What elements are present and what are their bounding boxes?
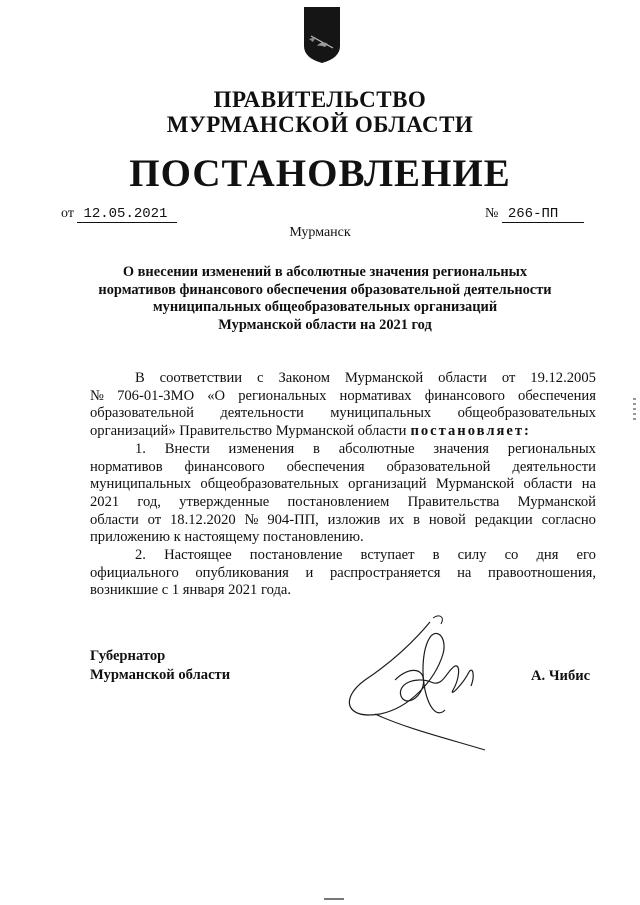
word: официального <box>90 564 179 581</box>
word: от <box>501 370 516 386</box>
word: в <box>313 440 320 457</box>
word: Мурманской <box>344 370 424 386</box>
body-text: приложению к настоящему постановлению. <box>90 529 364 546</box>
body-text: возникшие с 1 января 2021 года. <box>90 582 292 599</box>
signatory-name: А. Чибис <box>531 668 591 684</box>
word: 18.12.2020 <box>170 511 236 528</box>
word: на <box>457 564 472 581</box>
body-line <box>90 423 596 441</box>
word: Правительства <box>407 493 500 510</box>
date-prefix: от <box>61 206 74 221</box>
word: его <box>576 547 596 564</box>
body-line <box>90 529 596 547</box>
word: образовательной <box>386 458 491 475</box>
subject-line: Мурманской области на 2021 год <box>218 316 432 333</box>
word: распространяется <box>329 564 441 581</box>
word: обеспечения <box>286 458 365 475</box>
word: В <box>135 370 145 386</box>
word: 2. <box>135 547 146 564</box>
word: силу <box>457 547 487 564</box>
word: области <box>90 511 139 528</box>
word: с <box>257 370 264 386</box>
scan-edge-mark <box>633 398 636 422</box>
document-date: 12.05.2021 <box>77 206 177 223</box>
signatory-position <box>90 647 230 685</box>
word: общеобразовательных <box>200 476 339 493</box>
government-title-line1: ПРАВИТЕЛЬСТВО <box>213 87 427 112</box>
word: области <box>523 476 573 493</box>
word: финансового <box>424 387 505 404</box>
word: правоотношения, <box>488 564 596 581</box>
word: Настоящее <box>164 547 232 564</box>
word: региональных <box>507 440 596 457</box>
word: редакции <box>474 511 533 528</box>
word: обеспечения <box>518 387 596 404</box>
word: 19.12.2005 <box>530 370 596 386</box>
word: 706-01-ЗМО <box>117 387 195 404</box>
word: в <box>432 547 440 564</box>
word: 1. <box>135 440 146 457</box>
word: № <box>244 511 259 528</box>
handwritten-signature <box>335 610 505 760</box>
number-line <box>485 206 584 223</box>
document-body <box>90 370 596 600</box>
word: № <box>90 387 104 404</box>
body-line <box>90 547 596 565</box>
body-line <box>90 459 596 477</box>
subject-line: О внесении изменений в абсолютные значения региональных <box>122 264 528 280</box>
word: финансового <box>184 458 265 475</box>
word: в <box>413 511 420 528</box>
word: нормативах <box>339 387 412 404</box>
body-line <box>90 388 596 406</box>
government-title-line2: МУРМАНСКОЙ ОБЛАСТИ <box>166 112 474 137</box>
word: «О <box>207 387 226 404</box>
body-line <box>90 441 596 459</box>
body-line <box>90 565 596 583</box>
word: значения <box>433 440 490 457</box>
body-line <box>90 494 596 512</box>
document-type-title: ПОСТАНОВЛЕНИЕ <box>129 152 511 195</box>
word: 2021 <box>90 493 120 510</box>
scan-bottom-mark <box>324 898 344 900</box>
number-prefix: № <box>485 206 499 221</box>
word: и <box>305 564 314 581</box>
word: общеобразовательных <box>457 405 596 422</box>
word: Мурманской <box>435 476 515 493</box>
body-text: организаций» Правительство Мурманской области <box>90 423 407 440</box>
word: региональных <box>238 387 327 404</box>
position-line: Губернатор <box>90 648 166 664</box>
body-line <box>90 582 596 600</box>
word: новой <box>428 511 466 528</box>
word: деятельности <box>220 405 304 422</box>
word: Законом <box>278 370 330 386</box>
word: Внести <box>164 440 210 457</box>
body-line <box>90 370 596 388</box>
date-line <box>61 206 177 223</box>
word: абсолютные <box>338 440 415 457</box>
body-line <box>90 476 596 494</box>
word: Мурманской <box>517 493 596 510</box>
word: постановление <box>249 547 343 564</box>
word: организаций <box>348 476 427 493</box>
word: изложив <box>327 511 381 528</box>
subject-line: муниципальных общеобразовательных организаций <box>152 299 498 315</box>
word: постановлением <box>287 493 390 510</box>
word: нормативов <box>90 458 163 475</box>
word: области <box>438 370 487 386</box>
word: опубликования <box>195 564 289 581</box>
document-number: 266-ПП <box>502 206 584 223</box>
coat-of-arms-icon <box>303 6 341 64</box>
decree-word: постановляет: <box>410 423 531 440</box>
body-line <box>90 512 596 530</box>
body-line <box>90 405 596 423</box>
position-line: Мурманской области <box>90 667 231 683</box>
word: утвержденные <box>179 493 270 510</box>
word: согласно <box>541 511 596 528</box>
word: дня <box>536 547 559 564</box>
document-subject <box>80 264 570 334</box>
word: деятельности <box>512 458 596 475</box>
word: соответствии <box>159 370 243 386</box>
word: год, <box>137 493 161 510</box>
word: их <box>389 511 405 528</box>
subject-line: нормативов финансового обеспечения образовательной деятельности <box>98 281 552 298</box>
word: изменения <box>228 440 295 457</box>
word: муниципальных <box>330 405 432 422</box>
word: вступает <box>360 547 415 564</box>
word: 904-ПП, <box>267 511 319 528</box>
word: от <box>147 511 162 528</box>
word: образовательной <box>90 405 194 422</box>
word: на <box>581 476 596 493</box>
city: Мурманск <box>289 225 351 240</box>
word: со <box>504 547 519 564</box>
word: муниципальных <box>90 476 192 493</box>
